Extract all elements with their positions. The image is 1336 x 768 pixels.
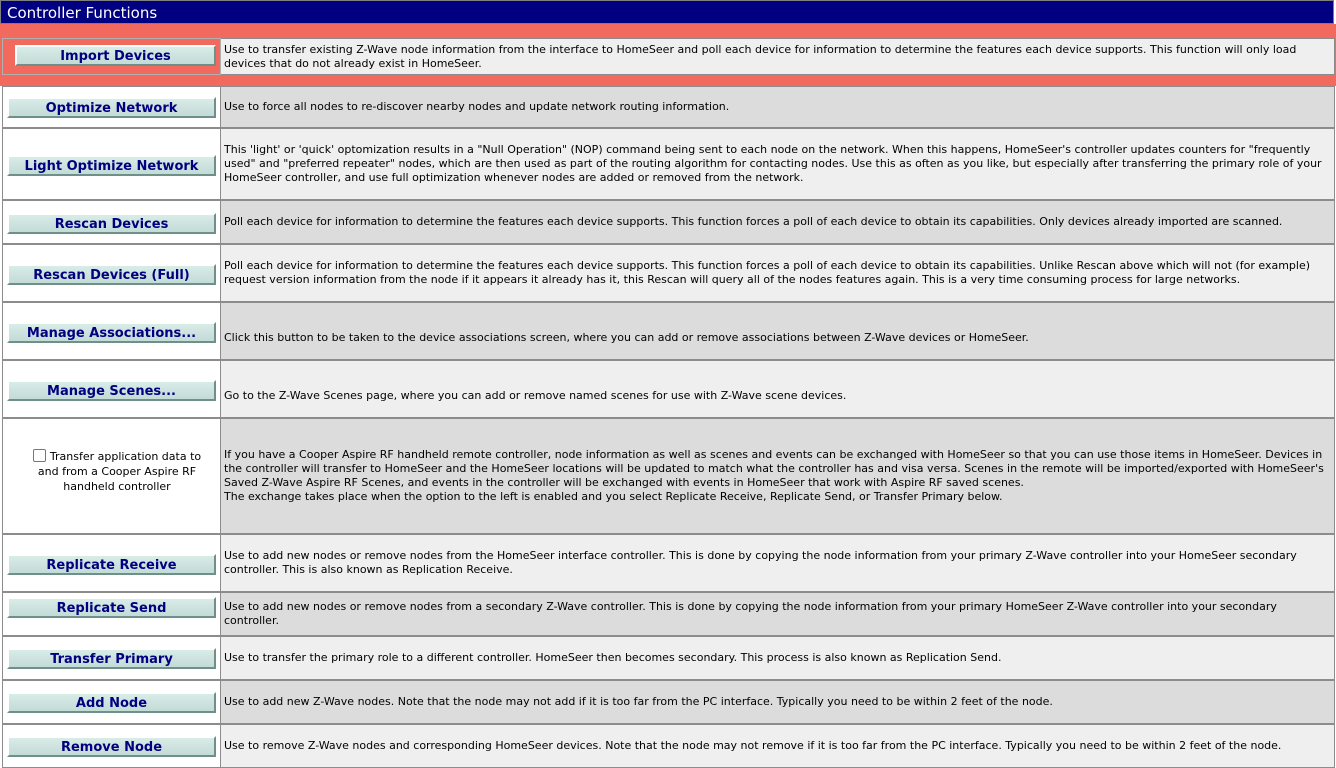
- description-text: Go to the Z-Wave Scenes page, where you can add or remove named scenes for use with Z-Wave scene devices.: [224, 389, 847, 402]
- import-devices-button[interactable]: Import Devices: [15, 45, 216, 66]
- button-cell: [2, 360, 221, 418]
- row-rescan-devices: [2, 200, 1335, 244]
- description-cell: [221, 724, 1335, 768]
- row-import-devices: [2, 38, 1335, 75]
- rescan-devices-button[interactable]: Rescan Devices: [7, 213, 216, 234]
- description-text: Poll each device for information to determine the features each device supports. This function forces a poll of each device to obtain its capabilities. Unlike Rescan above which will not (for example) request version information from the node if it appears it already has it, this Rescan will query all of the nodes features again. This is a very time consuming process for large networks.: [224, 259, 1311, 286]
- description-cell: [221, 418, 1335, 534]
- description-cell: [221, 244, 1335, 302]
- description-cell: [221, 636, 1335, 680]
- row-manage-scenes: [2, 360, 1335, 418]
- button-cell: [2, 200, 221, 244]
- description-text: Use to add new nodes or remove nodes from a secondary Z-Wave controller. This is done by copying the node information from your primary HomeSeer Z-Wave controller into your secondary controller.: [224, 600, 1277, 627]
- replicate-send-button[interactable]: Replicate Send: [7, 597, 216, 618]
- description-cell: [221, 302, 1335, 360]
- description-cell: [221, 38, 1335, 75]
- description-text: Use to add new nodes or remove nodes from the HomeSeer interface controller. This is done by copying the node information from your primary Z-Wave controller into your HomeSeer secondary controller. This is also known as Replication Receive.: [224, 549, 1297, 576]
- checkbox-cell: [2, 418, 221, 534]
- button-cell: [2, 244, 221, 302]
- description-text: Use to remove Z-Wave nodes and corresponding HomeSeer devices. Note that the node may not remove if it is too far from the PC interface. Typically you need to be within 2 feet of the node.: [224, 739, 1282, 752]
- button-cell: [2, 636, 221, 680]
- description-cell: [221, 86, 1335, 128]
- button-cell: [2, 128, 221, 200]
- button-cell: [2, 724, 221, 768]
- description-text: Poll each device for information to determine the features each device supports. This function forces a poll of each device to obtain its capabilities. Only devices already imported are scanned.: [224, 215, 1283, 228]
- description-text: If you have a Cooper Aspire RF handheld remote controller, node information as well as scenes and events can be exchanged with HomeSeer so that you can use those items in HomeSeer. Devices in the controller will transfer to HomeSeer and the HomeSeer locations will be updated to match what the controller has and visa versa. Scenes in the remote will be imported/exported with HomeSeer's Saved Z-Wave Aspire RF Scenes, and events in the controller will be exchanged with events in HomeSeer that work with Aspire RF saved scenes. The exchange takes place when the option to the left is enabled and you select Replicate Receive, Replicate Send, or Transfer Primary below.: [224, 448, 1324, 503]
- aspire-transfer-checkbox[interactable]: [33, 449, 46, 462]
- transfer-primary-button[interactable]: Transfer Primary: [7, 648, 216, 669]
- row-light-optimize-network: [2, 128, 1335, 200]
- optimize-network-button[interactable]: Optimize Network: [7, 97, 216, 118]
- row-add-node: [2, 680, 1335, 724]
- button-cell: [2, 86, 221, 128]
- description-text: Use to transfer the primary role to a different controller. HomeSeer then becomes secondary. This process is also known as Replication Send.: [224, 651, 1002, 664]
- description-cell: [221, 128, 1335, 200]
- button-cell: [2, 302, 221, 360]
- button-cell: [2, 38, 221, 75]
- row-remove-node: [2, 724, 1335, 768]
- manage-associations-button[interactable]: Manage Associations...: [7, 322, 216, 343]
- description-text: Use to force all nodes to re-discover nearby nodes and update network routing information.: [224, 100, 730, 113]
- replicate-receive-button[interactable]: Replicate Receive: [7, 554, 216, 575]
- description-cell: [221, 534, 1335, 592]
- description-cell: [221, 592, 1335, 636]
- row-replicate-send: [2, 592, 1335, 636]
- row-rescan-devices-full: [2, 244, 1335, 302]
- description-cell: [221, 360, 1335, 418]
- remove-node-button[interactable]: Remove Node: [7, 736, 216, 757]
- button-cell: [2, 680, 221, 724]
- aspire-transfer-label: Transfer application data to and from a Cooper Aspire RF handheld controller: [37, 450, 202, 493]
- manage-scenes-button[interactable]: Manage Scenes...: [7, 380, 216, 401]
- row-optimize-network: [2, 86, 1335, 128]
- description-text: This 'light' or 'quick' optomization results in a "Null Operation" (NOP) command being sent to each node on the network. When this happens, HomeSeer's controller updates counters for "frequently used" and "preferred repeater" nodes, which are then used as part of the routing algorithm for contacting nodes. Use this as often as you like, but especially after transferring the primary role of your HomeSeer controller, and use full optimization whenever nodes are added or removed from the network.: [224, 143, 1322, 184]
- row-manage-associations: [2, 302, 1335, 360]
- button-cell: [2, 534, 221, 592]
- row-transfer-primary: [2, 636, 1335, 680]
- description-text: Click this button to be taken to the device associations screen, where you can add or remove associations between Z-Wave devices or HomeSeer.: [224, 331, 1029, 344]
- light-optimize-network-button[interactable]: Light Optimize Network: [7, 155, 216, 176]
- button-cell: [2, 592, 221, 636]
- row-cooper-aspire: [2, 418, 1335, 534]
- description-cell: [221, 200, 1335, 244]
- section-header: [0, 0, 1334, 24]
- description-cell: [221, 680, 1335, 724]
- aspire-transfer-option[interactable]: [27, 449, 207, 494]
- rescan-devices-full-button[interactable]: Rescan Devices (Full): [7, 264, 216, 285]
- section-title: Controller Functions: [7, 4, 158, 22]
- row-replicate-receive: [2, 534, 1335, 592]
- description-text: Use to transfer existing Z-Wave node information from the interface to HomeSeer and poll each device for information to determine the features each device supports. This function will only load devices that do not already exist in HomeSeer.: [224, 42, 1297, 70]
- add-node-button[interactable]: Add Node: [7, 692, 216, 713]
- description-text: Use to add new Z-Wave nodes. Note that the node may not add if it is too far from the PC interface. Typically you need to be within 2 feet of the node.: [224, 695, 1053, 708]
